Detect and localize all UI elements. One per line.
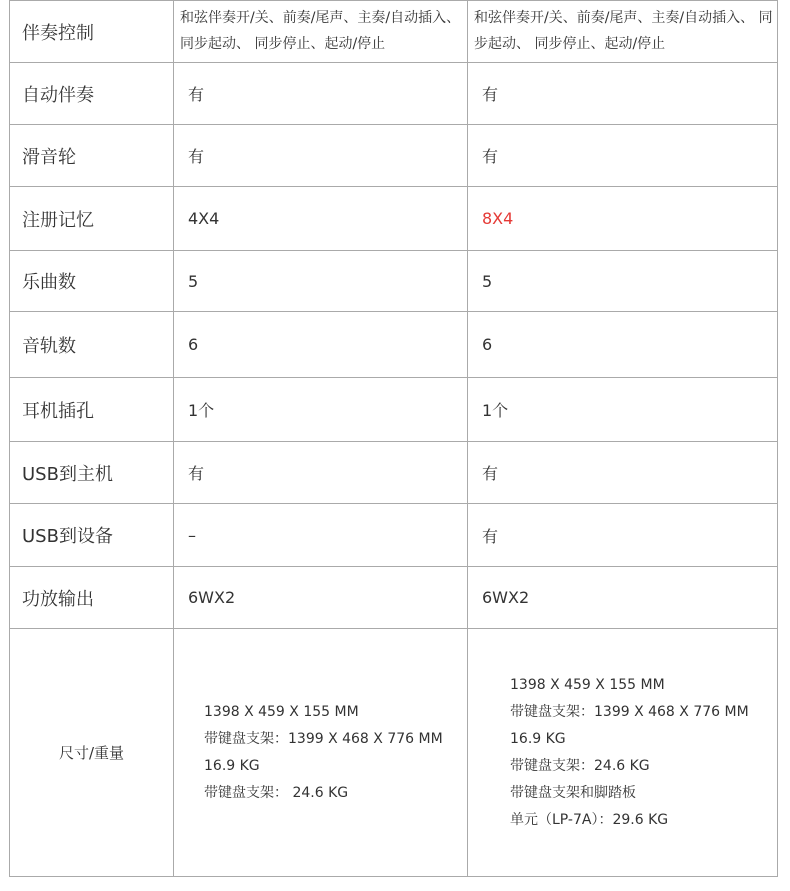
row-label: 注册记忆 (10, 187, 174, 251)
table-row (10, 63, 778, 125)
spec-comparison-table (9, 0, 778, 877)
model-a-value: 和弦伴奏开/关、前奏/尾声、主奏/自动插入、 同步起动、 同步停止、起动/停止 (174, 1, 468, 63)
row-label: 功放输出 (10, 567, 174, 629)
row-label: USB到设备 (10, 504, 174, 567)
model-b-value: 1个 (468, 378, 778, 442)
model-a-value: 4X4 (174, 187, 468, 251)
table-row (10, 187, 778, 251)
model-b-value: 6 (468, 312, 778, 378)
table-row (10, 442, 778, 504)
table-row (10, 312, 778, 378)
dimension-line: 单元（LP-7A）：29.6 KG (510, 811, 669, 828)
table-row (10, 567, 778, 629)
dimension-line: 1398 X 459 X 155 MM (204, 703, 359, 720)
row-label: 滑音轮 (10, 125, 174, 187)
model-a-value: 1个 (174, 378, 468, 442)
model-b-value: 有 (468, 442, 778, 504)
dimension-line: 带键盘支架： 24.6 KG (204, 784, 349, 801)
model-b-dimensions (468, 629, 778, 877)
dimensions-label: 尺寸/重量 (10, 629, 174, 877)
dimension-line: 带键盘支架：1399 X 468 X 776 MM (510, 703, 749, 720)
table-row (10, 251, 778, 312)
model-a-value: 有 (174, 125, 468, 187)
table-row (10, 125, 778, 187)
row-label: 乐曲数 (10, 251, 174, 312)
row-label: 自动伴奏 (10, 63, 174, 125)
dimension-line: 带键盘支架：24.6 KG (510, 757, 650, 774)
dimension-line: 16.9 KG (204, 757, 260, 774)
model-a-value: 6 (174, 312, 468, 378)
model-a-value: 5 (174, 251, 468, 312)
model-a-value: – (174, 504, 468, 567)
dimension-line: 1398 X 459 X 155 MM (510, 676, 665, 693)
model-b-value: 有 (468, 125, 778, 187)
model-a-value: 有 (174, 442, 468, 504)
model-a-dimensions (174, 629, 468, 877)
table-row (10, 629, 778, 877)
model-a-value: 6WX2 (174, 567, 468, 629)
row-label: USB到主机 (10, 442, 174, 504)
row-label: 耳机插孔 (10, 378, 174, 442)
model-b-value: 6WX2 (468, 567, 778, 629)
table-row (10, 504, 778, 567)
model-b-value: 有 (468, 504, 778, 567)
model-b-value: 和弦伴奏开/关、前奏/尾声、主奏/自动插入、 同步起动、 同步停止、起动/停止 (468, 1, 778, 63)
dimension-line: 带键盘支架和脚踏板 (510, 784, 636, 801)
model-a-value: 有 (174, 63, 468, 125)
dimension-line: 16.9 KG (510, 730, 566, 747)
row-label: 音轨数 (10, 312, 174, 378)
row-label: 伴奏控制 (10, 1, 174, 63)
model-b-value: 5 (468, 251, 778, 312)
model-b-value-highlight: 8X4 (468, 187, 778, 251)
model-b-value: 有 (468, 63, 778, 125)
dimension-line: 带键盘支架：1399 X 468 X 776 MM (204, 730, 443, 747)
table-row (10, 1, 778, 63)
table-row (10, 378, 778, 442)
